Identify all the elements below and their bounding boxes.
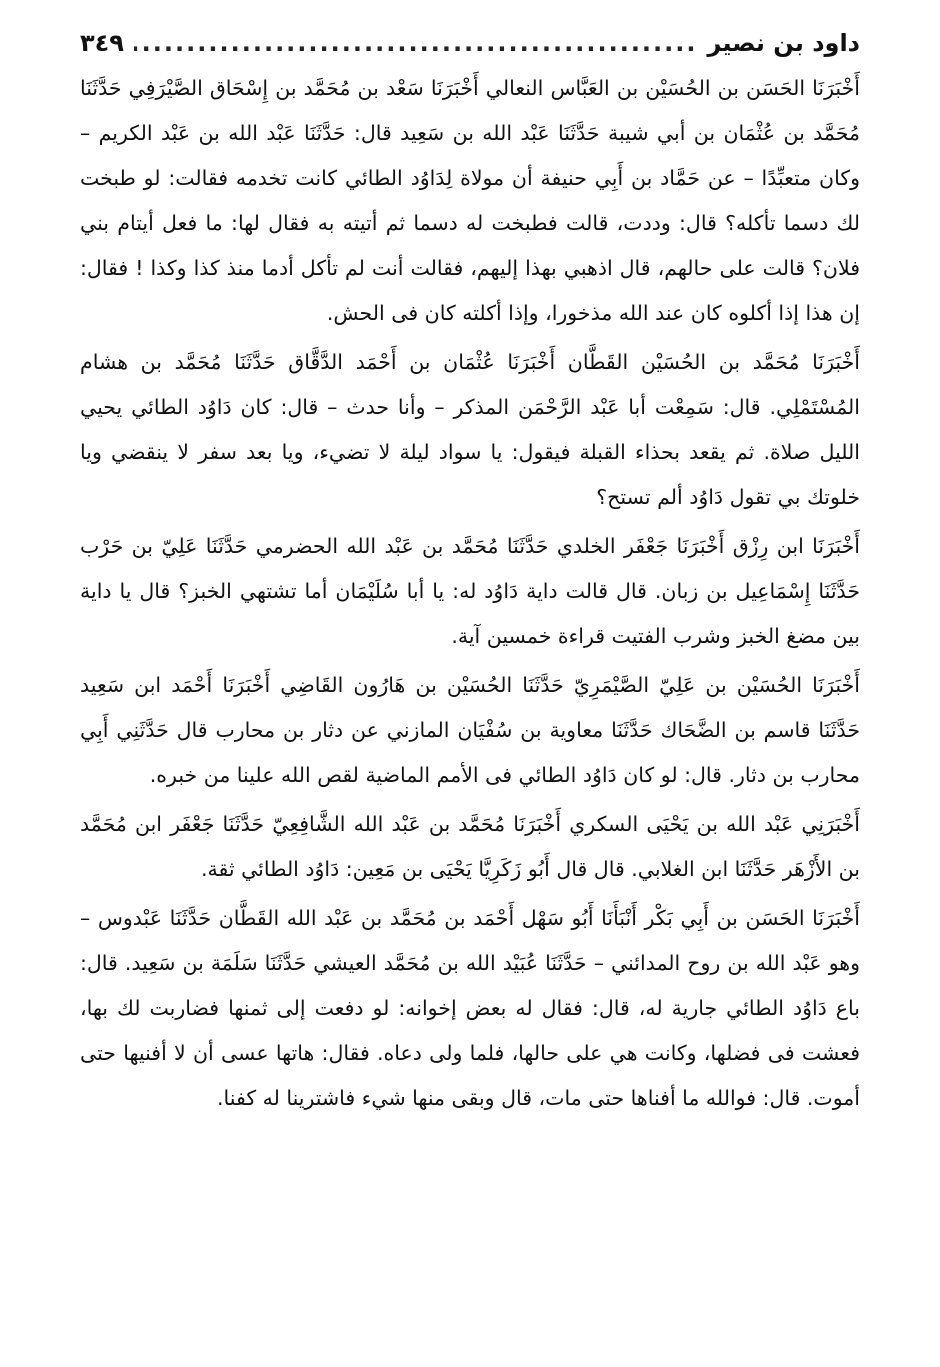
paragraph-5: أَخْبَرَنِي عَبْد الله بن يَحْيَى السكري أَخْبَرَنَا مُحَمَّد بن عَبْد الله الشَّافِعِيّ حَدَّثَنَا جَعْفَر ابن مُحَمَّد بن الأَزْهَر حَدَّثَنَا ابن الغلابي. قال قال أَبُو زَكَرِيَّا يَحْيَى بن مَعِين: دَاوُد الطائي ثقة. [80,812,860,881]
paragraph-4: أَخْبَرَنَا الحُسَيْن بن عَلِيّ الصَّيْمَرِيّ حَدَّثَنَا الحُسَيْن بن هَارُون القَاضِي أَخْبَرَنَا أَحْمَد ابن سَعِيد حَدَّثَنَا قاسم بن الضَّحَاك حَدَّثَنَا معاوية بن سُفْيَان المازني عن دثار بن محارب قال حَدَّثَنِي أَبِي محارب بن دثار. قال: لو كان دَاوُد الطائي فى الأمم الماضية لقص الله علينا من خبره. [80,673,860,787]
running-header [80,26,860,64]
paragraph-6: أَخْبَرَنَا الحَسَن بن أَبِي بَكْر أَنْبَأَنَا أَبُو سَهْل أَحْمَد بن مُحَمَّد بن عَبْد الله القَطَّان حَدَّثَنَا عَبْدوس – وهو عَبْد الله بن روح المدائني – حَدَّثَنَا عُبَيْد الله بن مُحَمَّد العيشي حَدَّثَنَا سَلَمَة بن سَعِيد. قال: باع دَاوُد الطائي جارية له، قال: فقال له بعض إخوانه: لو دفعت إلى ثمنها فضاربت لك بها، فعشت فى فضلها، وكانت هي على حالها، فلما ولى دعاه. فقال: هاتها عسى أن لا أفنيها حتى أموت. قال: فوالله ما أفناها حتى مات، قال وبقى منها شيء فاشترينا له كفنا. [80,906,860,1110]
paragraph-2: أَخْبَرَنَا مُحَمَّد بن الحُسَيْن القَطَّان أَخْبَرَنَا عُثْمَان بن أَحْمَد الدَّقَّاق حَدَّثَنَا مُحَمَّد بن هشام المُسْتَمْلِي. قال: سَمِعْت أبا عَبْد الرَّحْمَن المذكر – وأنا حدث – قال: كان دَاوُد الطائي يحيي الليل صلاة. ثم يقعد بحذاء القبلة فيقول: يا سواد ليلة لا تضيء، ويا بعد سفر لا ينقضي ويا خلوتك بي تقول دَاوُد ألم تستح؟ [80,350,860,509]
leader-dots [134,26,698,60]
paragraph-1: أَخْبَرَنَا الحَسَن بن الحُسَيْن بن العَبَّاس النعالي أَخْبَرَنَا سَعْد بن مُحَمَّد بن إِسْحَاق الصَّيْرَفِي حَدَّثَنَا مُحَمَّد بن عُثْمَان بن أبي شيبة حَدَّثَنَا عَبْد الله بن سَعِيد قال: حَدَّثَنَا عَبْد الله بن عَبْد الكريم – وكان متعبِّدًا – عن حَمَّاد بن أَبِي حنيفة أن مولاة لِدَاوُد الطائي كانت تخدمه فقالت: لو طبخت لك دسما تأكله؟ قال: وددت، قالت فطبخت له دسما ثم أتيته به فقال لها: ما فعل أيتام بني فلان؟ قالت على حالهم، قال اذهبي بهذا إليهم، فقالت أنت لم تأكل أدما منذ كذا وكذا ! فقال: إن هذا إذا أكلوه كان عند الله مذخورا، وإذا أكلته كان فى الحش. [80,76,860,325]
book-page [80,26,860,1125]
page-number: ٣٤٩ [80,29,124,57]
paragraph-3: أَخْبَرَنَا ابن رِزْق أَخْبَرَنَا جَعْفَر الخلدي حَدَّثَنَا مُحَمَّد بن عَبْد الله الحضرمي حَدَّثَنَا عَلِيّ بن حَرْب حَدَّثَنَا إِسْمَاعِيل بن زبان. قال قالت داية دَاوُد له: يا أبا سُلَيْمَان أما تشتهي الخبز؟ قال يا داية بين مضغ الخبز وشرب الفتيت قراءة خمسين آية. [80,534,860,648]
chapter-title: داود بن نصير [707,29,860,57]
text-body [80,66,860,1121]
